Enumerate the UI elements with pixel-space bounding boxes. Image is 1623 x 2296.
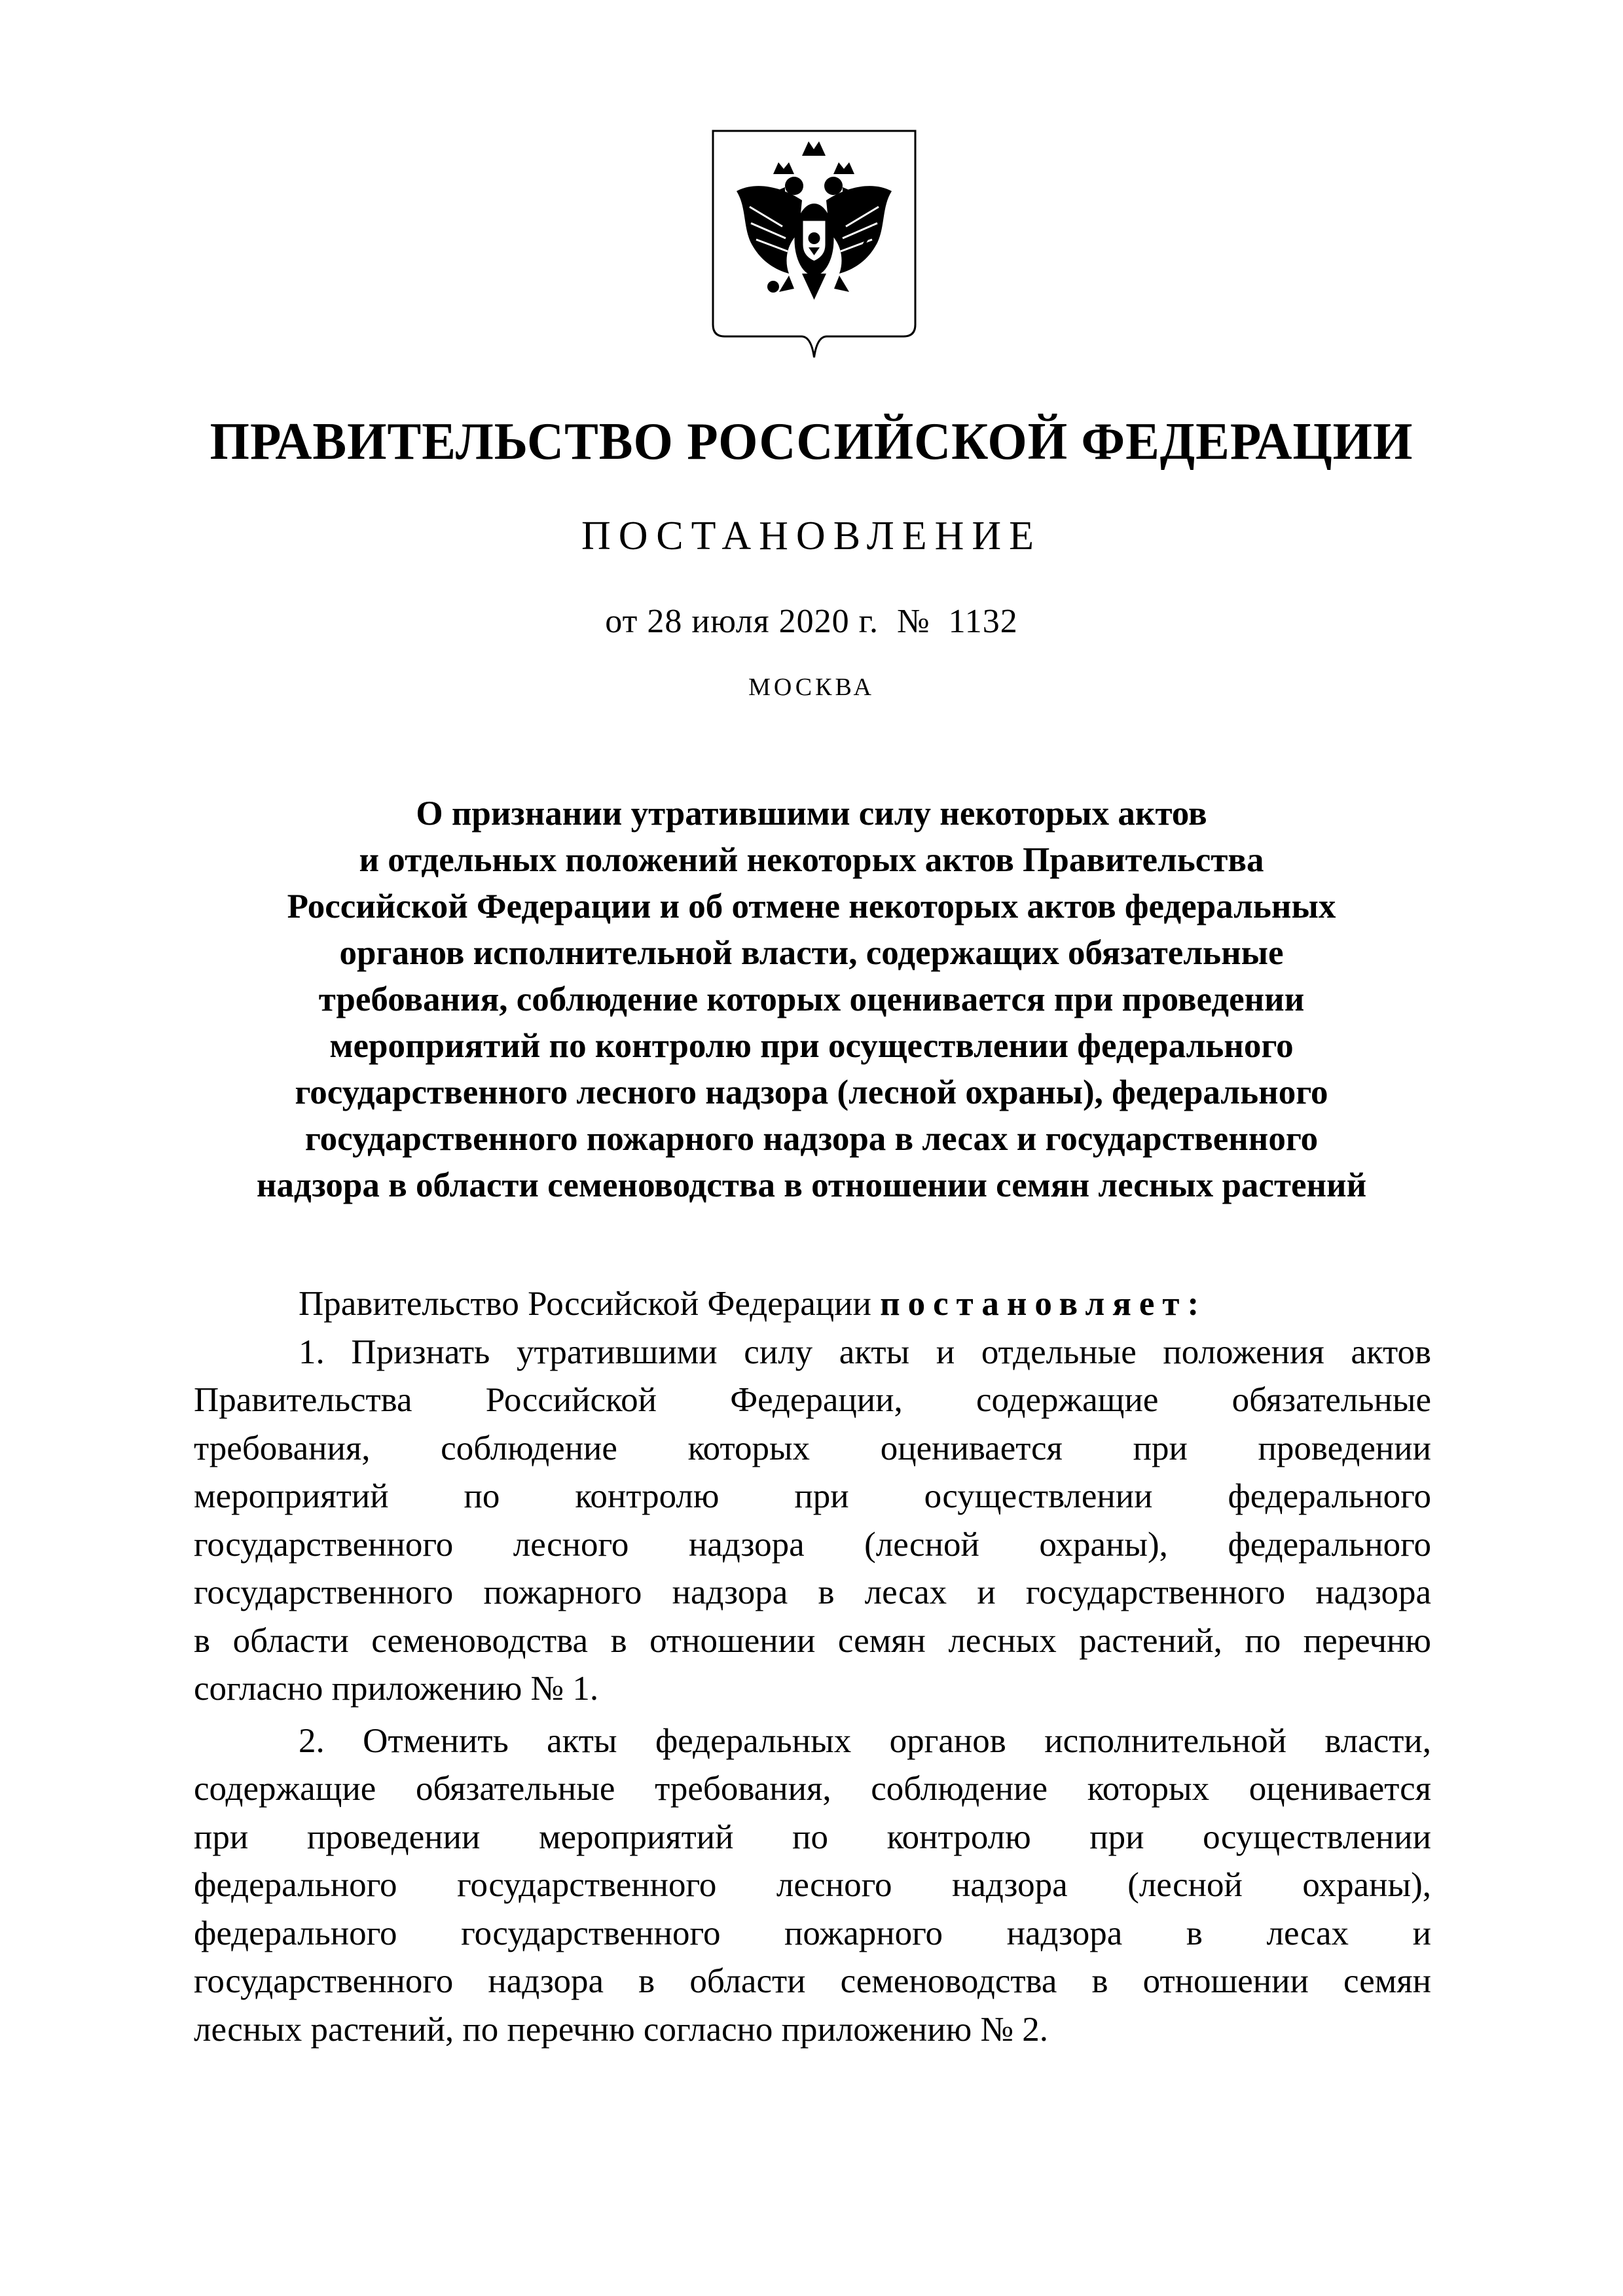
subject-line: требования, соблюдение которых оценивается при проведении: [318, 980, 1305, 1018]
document-type: ПОСТАНОВЛЕНИЕ: [581, 514, 1042, 558]
preamble-text: Правительство Российской Федерации: [299, 1285, 881, 1323]
preamble: [194, 1280, 1431, 1329]
subject-line: надзора в области семеноводства в отношении семян лесных растений: [256, 1166, 1367, 1204]
paragraph-line: государственного пожарного надзора в лесах и государственного надзора: [194, 1573, 1431, 1611]
preamble-verb: постановляет:: [880, 1285, 1207, 1323]
subject-line: О признании утратившими силу некоторых актов: [416, 795, 1207, 833]
subject-line: Российской Федерации и об отмене некоторых актов федеральных: [287, 888, 1336, 925]
paragraph-line: при проведении мероприятий по контролю при осуществлении: [194, 1818, 1431, 1856]
paragraph-2: [194, 1717, 1431, 2054]
paragraph-line: мероприятий по контролю при осуществлении федерального: [194, 1477, 1431, 1515]
paragraph-1: [194, 1329, 1431, 1713]
paragraph-line: государственного надзора в области семеноводства в отношении семян: [194, 1962, 1431, 2000]
paragraph-line: государственного лесного надзора (лесной охраны), федерального: [194, 1525, 1431, 1564]
subject-line: органов исполнительной власти, содержащих обязательные: [339, 934, 1284, 972]
paragraph-line: лесных растений, по перечню согласно приложению № 2.: [194, 2010, 1049, 2049]
paragraph-line: федерального государственного пожарного надзора в лесах и: [194, 1914, 1431, 1952]
coat-of-arms-icon: [710, 128, 918, 364]
paragraph-line: требования, соблюдение которых оценивается при проведении: [194, 1429, 1431, 1467]
paragraph-line: федерального государственного лесного надзора (лесной охраны),: [194, 1866, 1431, 1904]
government-title: ПРАВИТЕЛЬСТВО РОССИЙСКОЙ ФЕДЕРАЦИИ: [210, 413, 1413, 471]
subject-line: мероприятий по контролю при осуществлении федерального: [329, 1027, 1294, 1065]
document-body: [194, 1280, 1431, 2054]
city: МОСКВА: [748, 673, 875, 701]
paragraph-line: содержащие обязательные требования, соблюдение которых оценивается: [194, 1770, 1431, 1808]
subject-line: государственного пожарного надзора в лесах и государственного: [304, 1120, 1319, 1158]
document-subject: [0, 791, 1623, 1209]
paragraph-line: согласно приложению № 1.: [194, 1670, 599, 1708]
paragraph-line: 2. Отменить акты федеральных органов исполнительной власти,: [299, 1721, 1431, 1760]
paragraph-line: Правительства Российской Федерации, содержащие обязательные: [194, 1381, 1431, 1419]
subject-line: государственного лесного надзора (лесной охраны), федерального: [295, 1073, 1328, 1111]
date-and-number: от 28 июля 2020 г. № 1132: [605, 603, 1018, 640]
subject-line: и отдельных положений некоторых актов Правительства: [359, 841, 1264, 879]
paragraph-line: 1. Признать утратившими силу акты и отдельные положения актов: [299, 1333, 1431, 1371]
paragraph-line: в области семеноводства в отношении семян лесных растений, по перечню: [194, 1621, 1431, 1660]
